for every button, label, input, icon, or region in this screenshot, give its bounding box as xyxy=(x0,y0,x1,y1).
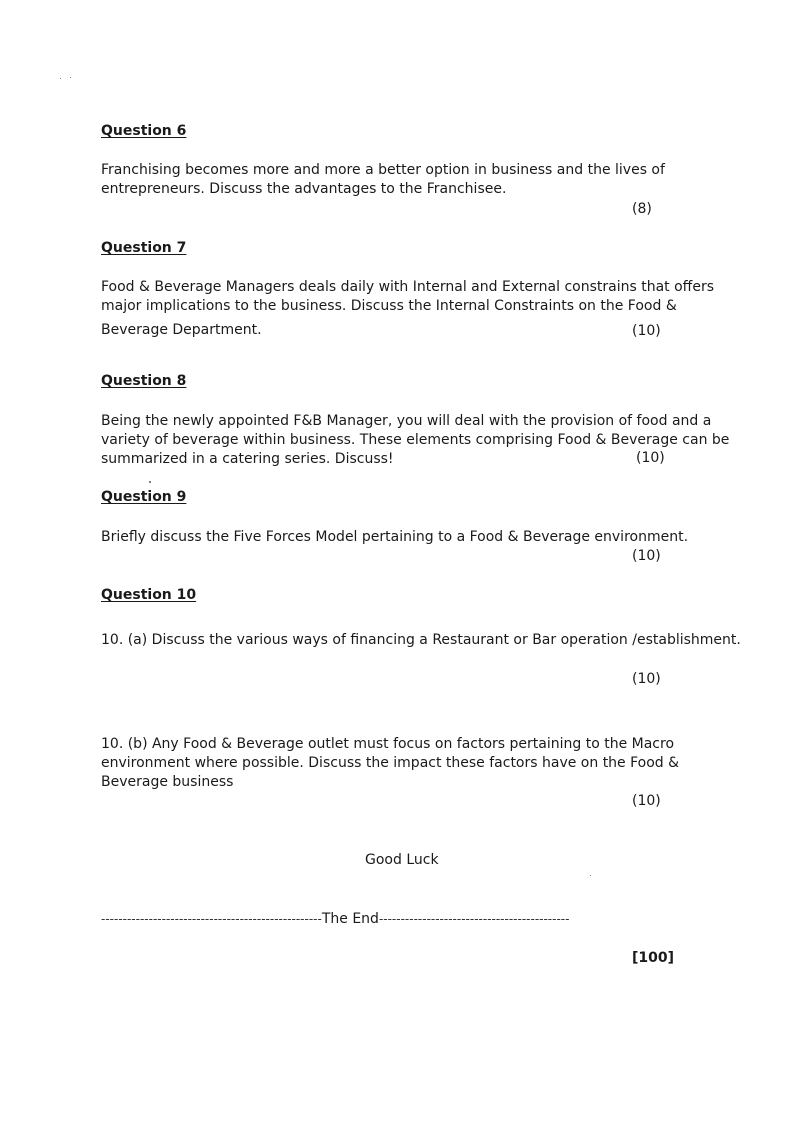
the-end-left-dashes: --------------------------------------------------- xyxy=(101,912,322,926)
total-marks: [100] xyxy=(632,950,675,966)
the-end-right-dashes: -------------------------------------------- xyxy=(378,912,570,926)
ink-speck xyxy=(149,481,151,483)
scan-speck xyxy=(60,78,61,79)
the-end-line xyxy=(101,911,569,927)
question-10a-text xyxy=(101,631,741,650)
question-9-marks: (10) xyxy=(632,548,661,564)
question-6-marks: (8) xyxy=(632,201,652,217)
question-9-heading: Question 9 xyxy=(101,489,187,505)
question-10-heading: Question 10 xyxy=(101,587,197,603)
question-10b-marks: (10) xyxy=(632,793,661,809)
question-7-line-3: Beverage Department. xyxy=(101,322,262,338)
question-6-heading: Question 6 xyxy=(101,123,187,139)
question-10b-line-3: Beverage business xyxy=(101,774,234,790)
question-9-line-1: Briefly discuss the Five Forces Model pertaining to a Food & Beverage environment. xyxy=(101,529,689,545)
question-7-line-1: Food & Beverage Managers deals daily with Internal and External constrains that offers xyxy=(101,279,714,295)
question-6-line-2: entrepreneurs. Discuss the advantages to the Franchisee. xyxy=(101,181,507,197)
scan-speck xyxy=(590,875,591,876)
question-8-line-2: variety of beverage within business. These elements comprising Food & Beverage can be xyxy=(101,432,730,448)
question-10b-text xyxy=(101,735,679,792)
question-8-marks: (10) xyxy=(636,450,665,466)
the-end-label: The End xyxy=(321,911,379,927)
question-8-line-1: Being the newly appointed F&B Manager, you will deal with the provision of food and a xyxy=(101,413,712,429)
question-7-heading: Question 7 xyxy=(101,240,187,256)
question-6-line-1: Franchising becomes more and more a better option in business and the lives of xyxy=(101,162,665,178)
question-7-marks: (10) xyxy=(632,323,661,339)
scan-speck xyxy=(70,77,71,78)
question-7-line-2: major implications to the business. Discuss the Internal Constraints on the Food & xyxy=(101,298,677,314)
question-6-text xyxy=(101,161,665,199)
question-7-text xyxy=(101,278,714,340)
question-8-line-3: summarized in a catering series. Discuss! xyxy=(101,451,394,467)
question-8-heading: Question 8 xyxy=(101,373,187,389)
good-luck-text: Good Luck xyxy=(365,852,439,868)
question-10a-line-1: 10. (a) Discuss the various ways of financing a Restaurant or Bar operation /establishment. xyxy=(101,632,741,648)
question-10b-line-1: 10. (b) Any Food & Beverage outlet must focus on factors pertaining to the Macro xyxy=(101,736,675,752)
question-10b-line-2: environment where possible. Discuss the impact these factors have on the Food & xyxy=(101,755,680,771)
question-9-text xyxy=(101,528,688,547)
question-10a-marks: (10) xyxy=(632,671,661,687)
